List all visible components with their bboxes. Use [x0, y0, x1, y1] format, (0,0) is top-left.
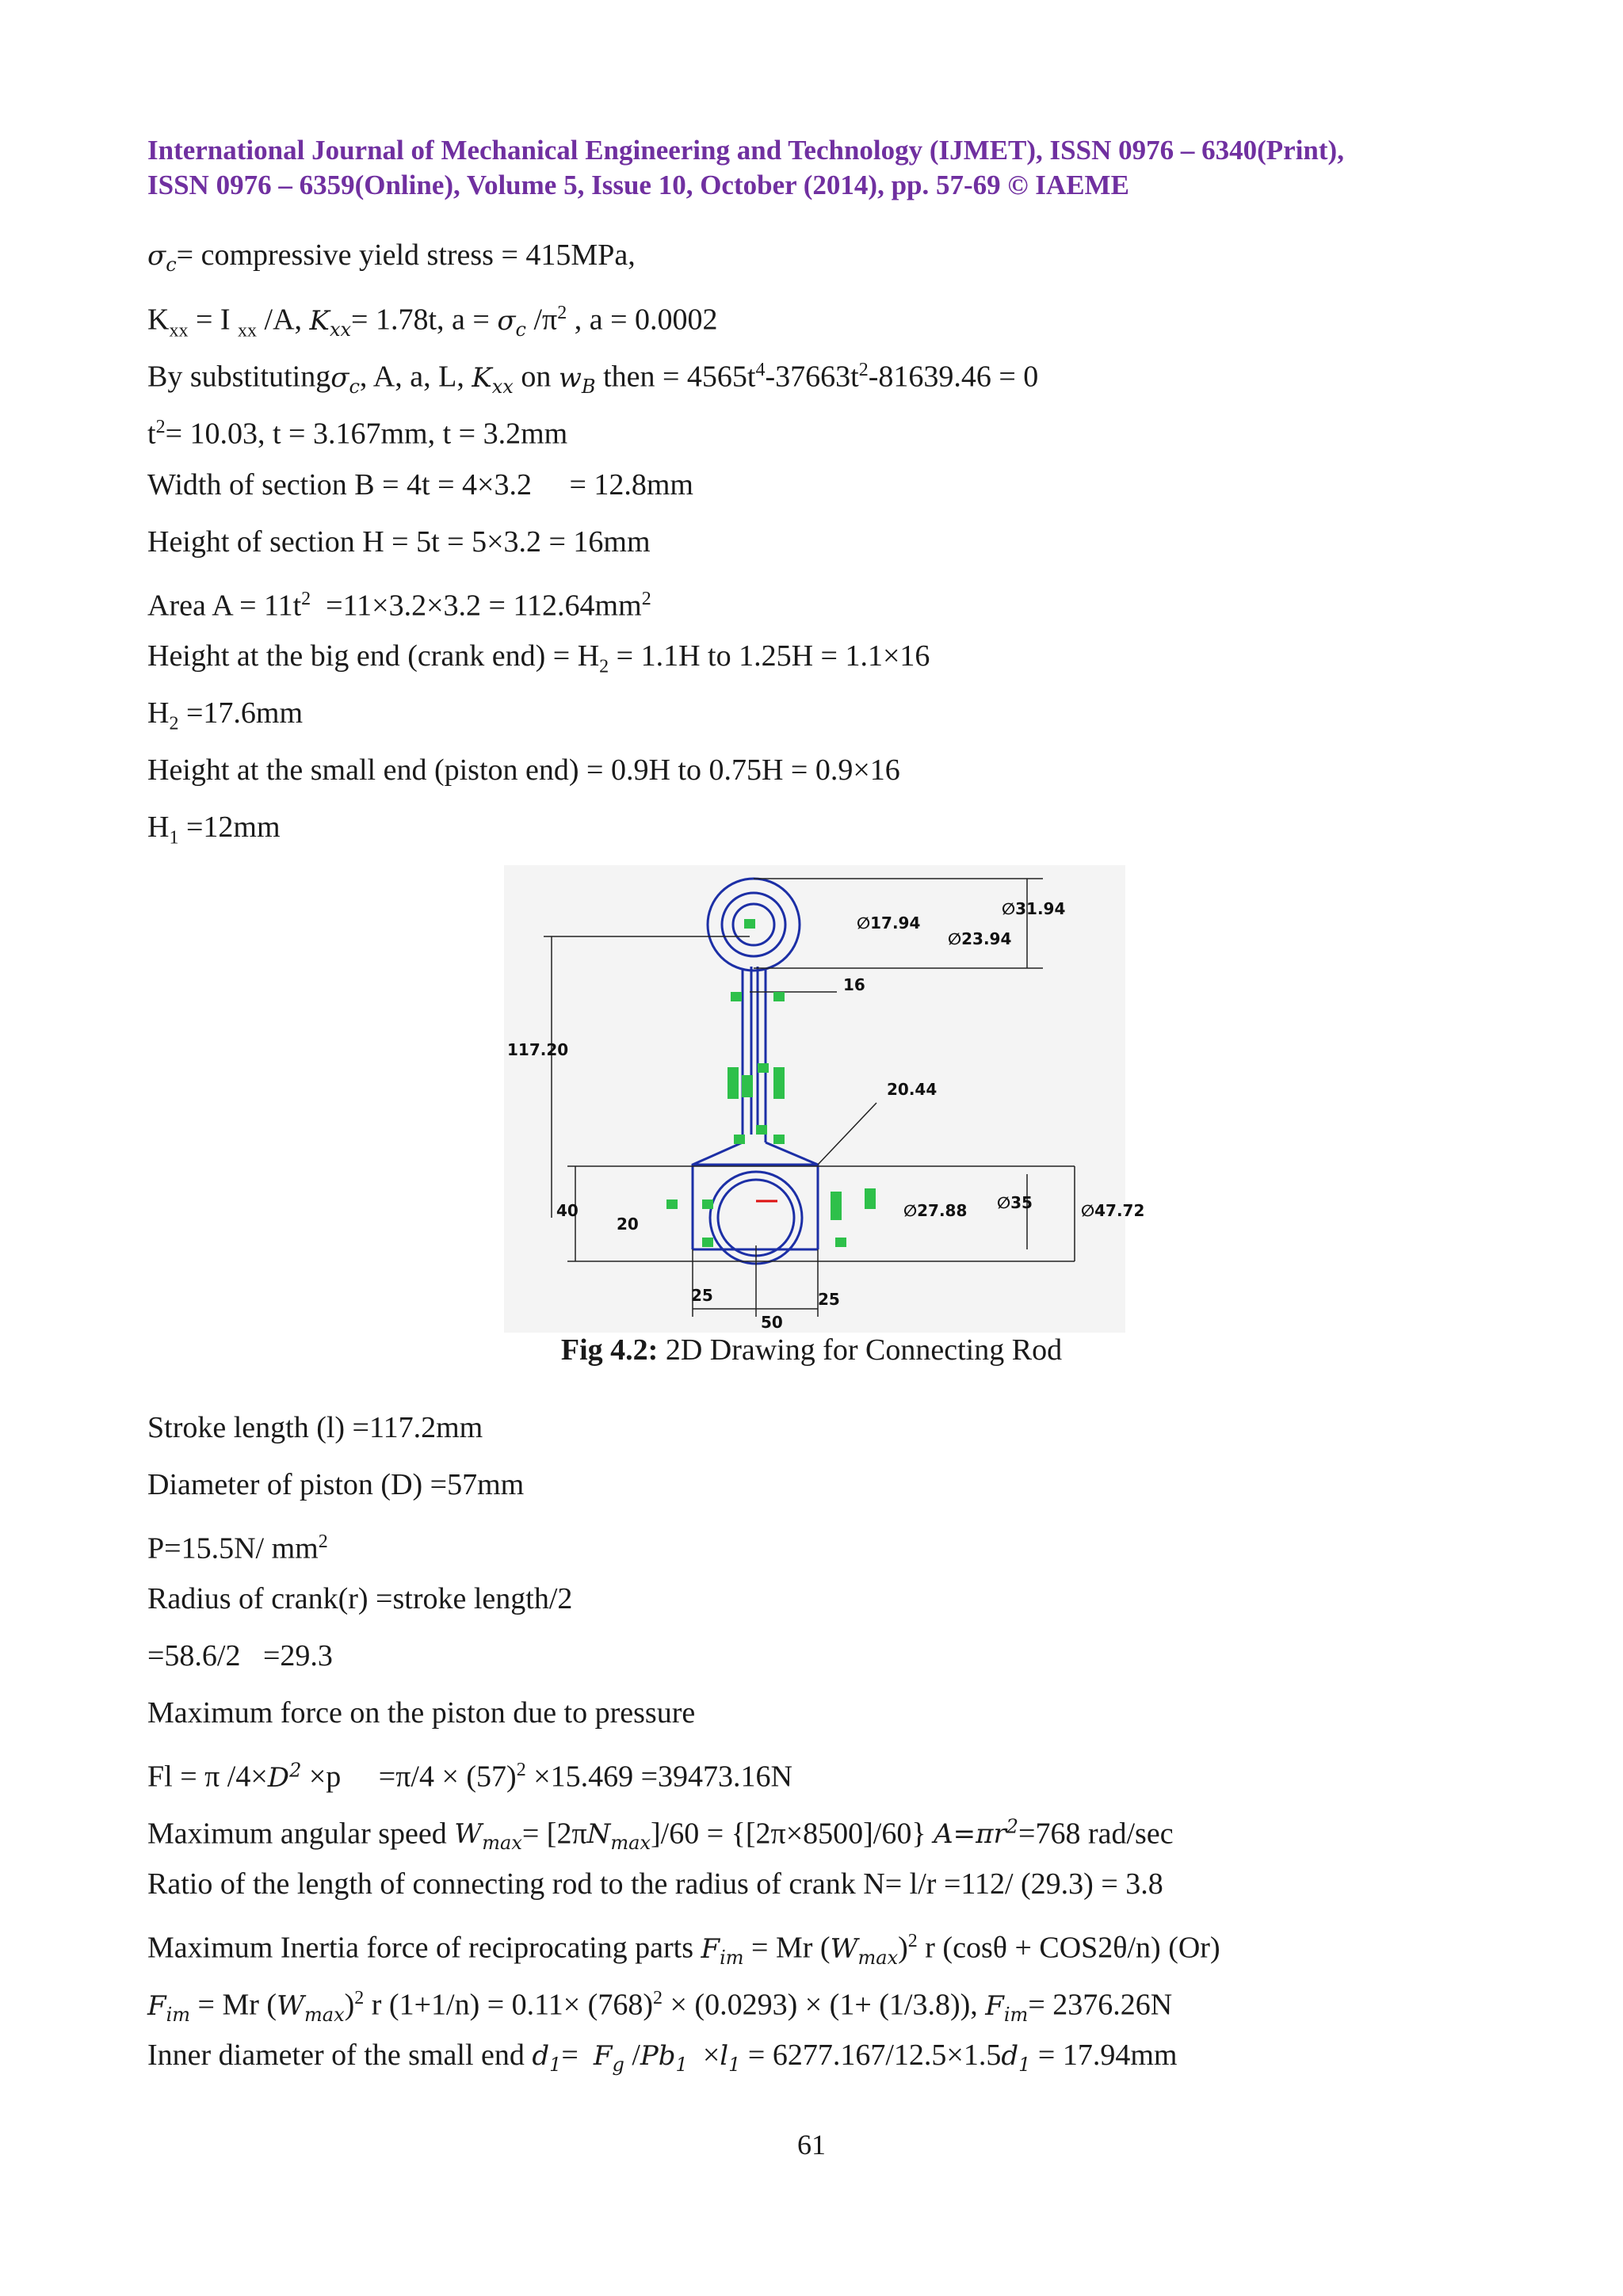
- symbol-kxx: $K_{xx}$: [309, 304, 352, 341]
- dim-label-47-72: ∅47.72: [1081, 1201, 1145, 1220]
- symbol-wmax: $W_{max}$: [830, 1932, 899, 1969]
- line-inertia-force: Maximum Inertia force of reciprocating parts $F_{im} = Mr$ $(W_{max})^2$ r (cosθ + COS2θ/n) (Or): [147, 1931, 1220, 1969]
- dim-label-23-94: ∅23.94: [948, 929, 1012, 948]
- constraint-tag: [742, 1075, 753, 1097]
- symbol-wb: $w_B$: [558, 361, 596, 398]
- dim-label-25-right: 25: [818, 1290, 840, 1309]
- dim-label-35: ∅35: [997, 1193, 1033, 1212]
- symbol-fg: $F_g$: [593, 2040, 624, 2076]
- line-compressive-stress: $\sigma_c=$ compressive yield stress = 415MPa,: [147, 238, 636, 276]
- line-piston-diameter: Diameter of piston (D) =57mm: [147, 1468, 525, 1501]
- line-area: Area $A = 11t^2 =11\times 3.2\times 3.2 = 112.64mm^2$: [147, 589, 651, 623]
- dim-label-50: 50: [761, 1313, 783, 1332]
- symbol-sigma-c: $\sigma_c$: [330, 361, 360, 398]
- line-crank-radius-value: =58.6/2 =29.3: [147, 1639, 333, 1672]
- line-inertia-force-value: $F_{im} = Mr$ $(W_{max})^2$ r $(1+1/n) = 0.11\times (768)^2 \times (0.0293) \times (1+ (1/3.8))$, $F_{im}= 2376.26N$: [147, 1988, 1173, 2026]
- line-t-value: $t^2= 10.03$, t = 3.167mm, t = 3.2mm: [147, 417, 568, 451]
- dim-label-25-left: 25: [691, 1286, 713, 1305]
- line-max-force: Fl = π $/4\times D^2 \times p$ $=\pi/4 \times (57)^2 \times 15.469 =39473.16N$: [147, 1759, 792, 1794]
- constraint-tag: [835, 1238, 846, 1247]
- symbol-sigma-c: $\sigma_c$: [497, 304, 526, 341]
- symbol-l1: $l_1$: [720, 2040, 741, 2076]
- symbol-wmax: $W_{max}$: [454, 1818, 522, 1855]
- line-h1-value: $H_1 =12mm$: [147, 810, 281, 849]
- constraint-tag: [744, 919, 755, 929]
- symbol-a: $A=\pi r^2$: [934, 1816, 1019, 1851]
- symbol-d1: $d_1$: [532, 2040, 562, 2076]
- line-angular-speed: Maximum angular speed $W_{max}= [2\pi N_{max}]/60 = \{[2\pi\times 8500]/60\}$ $A=\pi r^2=768$ rad/sec: [147, 1816, 1174, 1855]
- dim-label-16: 16: [843, 975, 865, 994]
- constraint-tag: [758, 1063, 769, 1073]
- symbol-d1: $d_1$: [1001, 2040, 1031, 2076]
- constraint-tag: [731, 992, 742, 1001]
- dim-label-40: 40: [556, 1201, 579, 1220]
- symbol-kxx: $K_{xx}$: [472, 361, 514, 398]
- symbol-fim: $F_{im}$: [701, 1932, 744, 1969]
- dim-label-31-94: ∅31.94: [1002, 899, 1066, 918]
- symbol-sigma-c: $\sigma_c$: [147, 240, 177, 276]
- constraint-tag: [831, 1192, 842, 1220]
- journal-header-line-1: International Journal of Mechanical Engineering and Technology (IJMET), ISSN 0976 – 6340(Print),: [147, 135, 1344, 166]
- symbol-nmax: $N_{max}$: [586, 1818, 651, 1855]
- line-rod-ratio: Ratio of the length of connecting rod to the radius of crank N= l/r =112/ (29.3) = 3.8: [147, 1867, 1163, 1901]
- line-h2-value: $H_2 =17.6mm$: [147, 696, 303, 734]
- line-stroke-length: Stroke length (l) =117.2mm: [147, 1411, 483, 1444]
- line-height-section: Height of section H = 5t = 5×3.2 = 16mm: [147, 525, 651, 559]
- line-max-force-heading: Maximum force on the piston due to pressure: [147, 1696, 696, 1730]
- constraint-tag: [773, 1135, 785, 1144]
- line-substituting: By substitutingσ$_c$, A, a, L, $K_{xx}$ on $w_B$ then = $4565t^4-37663t^2-81639.46 = 0$: [147, 360, 1039, 398]
- constraint-tag: [773, 1067, 785, 1099]
- dimension-labels: [507, 899, 1144, 1332]
- big-end-inner-circle: [718, 1180, 794, 1256]
- page-number: 61: [797, 2129, 826, 2161]
- dim-label-117-20: 117.20: [507, 1040, 569, 1059]
- constraint-tag: [773, 992, 785, 1001]
- line-small-end-height: Height at the small end (piston end) = 0.9H to 0.75H = 0.9×16: [147, 753, 900, 787]
- dim-line-20-44: [818, 1103, 876, 1165]
- symbol-d-squared: $D^2$: [267, 1759, 302, 1794]
- line-crank-radius: Radius of crank(r) =stroke length/2: [147, 1582, 573, 1615]
- line-kxx: $K_{xx} = I$ $_{xx}$ /A, $K_{xx}= 1.78t$, $a = \sigma_c$ $/\pi^2$ , a = 0.0002: [147, 303, 718, 341]
- symbol-fim: $F_{im}$: [147, 1989, 191, 2026]
- journal-header: [147, 133, 1495, 203]
- constraint-tag: [734, 1135, 745, 1144]
- constraint-tag: [727, 1067, 739, 1099]
- constraint-tag: [756, 1125, 767, 1135]
- figure-caption-text: 2D Drawing for Connecting Rod: [658, 1333, 1063, 1367]
- dim-label-27-88: ∅27.88: [903, 1201, 968, 1220]
- constraint-tag: [702, 1199, 713, 1209]
- line-pressure: P=15.5N/ $mm^2$: [147, 1531, 328, 1566]
- line-big-end-height: Height at the big end (crank $end) = H_2 = 1.1H$ to 1.25H = 1.1×16: [147, 639, 930, 677]
- figure-caption: [0, 1331, 1623, 1369]
- connecting-rod-drawing: [504, 865, 1145, 1333]
- line-small-end-diameter: Inner diameter of the small end $d_1= F_g$ $/Pb_1 \times l_1 = 6277.167/12.5\times 1.5d_1 = 17.94mm$: [147, 2039, 1178, 2076]
- line-width-section: Width of section B = 4t = 4×3.2 = 12.8mm: [147, 468, 693, 502]
- figure-caption-label: Fig 4.2:: [560, 1333, 659, 1367]
- journal-header-line-2: ISSN 0976 – 6359(Online), Volume 5, Issue 10, October (2014), pp. 57-69 © IAEME: [147, 170, 1129, 200]
- dim-label-20: 20: [617, 1215, 639, 1234]
- symbol-fim: $F_{im}$: [985, 1989, 1029, 2026]
- connecting-rod-svg: [504, 865, 1145, 1333]
- dim-label-17-94: ∅17.94: [857, 913, 921, 933]
- symbol-pb1: $Pb_1$: [640, 2040, 688, 2076]
- symbol-wmax: $W_{max}$: [277, 1989, 345, 2026]
- constraint-tag: [865, 1188, 876, 1209]
- constraint-tag: [666, 1199, 678, 1209]
- dim-label-20-44: 20.44: [887, 1080, 938, 1099]
- constraint-tag: [702, 1238, 713, 1247]
